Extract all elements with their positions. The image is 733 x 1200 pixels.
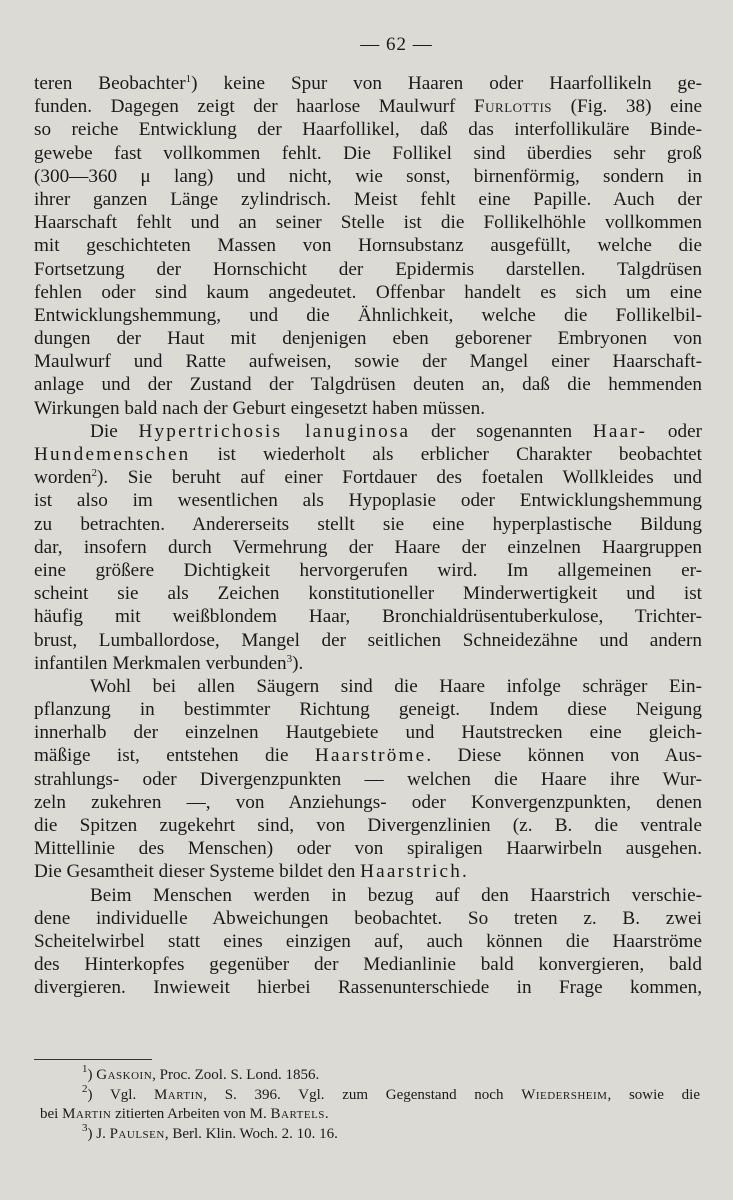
text-line xyxy=(34,953,702,976)
text-run: funden. Dagegen zeigt der haarlose Maulwurf xyxy=(34,96,474,118)
text-line xyxy=(34,629,702,652)
text-run: pflanzung in bestimmter Richtung geneigt. Indem diese Neigung xyxy=(34,699,702,721)
text-line xyxy=(34,559,702,582)
text-run: infantilen Merkmalen verbunden xyxy=(34,652,287,674)
text-line xyxy=(34,373,702,396)
text-run: ) J. xyxy=(87,1125,110,1142)
text-line xyxy=(34,698,702,721)
text-run: divergieren. Inwieweit hierbei Rassenunterschiede in Frage kommen, xyxy=(34,977,702,999)
text-run: so reiche Entwicklung der Haarfollikel, daß das interfollikuläre Binde- xyxy=(34,119,702,141)
text-run: ). xyxy=(292,652,304,674)
text-line xyxy=(34,930,702,953)
author-name: Wiedersheim xyxy=(521,1086,608,1103)
text-run: bei xyxy=(40,1106,63,1122)
text-run: ist wiederholt als erblicher Charakter beobachtet xyxy=(190,444,702,465)
text-run: eine größere Dichtigkeit hervorgerufen wird. Im allgemeinen er- xyxy=(34,559,702,581)
text-line xyxy=(34,907,702,930)
text-line xyxy=(34,513,702,536)
footnote-line xyxy=(40,1121,700,1145)
text-run: häufig mit weißblondem Haar, Bronchialdrüsentuberkulose, Trichter- xyxy=(34,606,702,628)
text-run: ) Vgl. xyxy=(87,1086,154,1103)
text-run: scheint sie als Zeichen konstitutioneller Minderwertigkeit und ist xyxy=(34,583,702,605)
text-run: des Hinterkopfes gegenüber der Medianlinie bald konvergieren, bald xyxy=(34,954,702,976)
spaced-term: Haar- xyxy=(592,420,648,442)
text-run: fehlen oder sind kaum angedeutet. Offenbar handelt es sich um eine xyxy=(34,281,702,303)
text-line xyxy=(34,397,702,420)
text-line xyxy=(34,443,702,466)
text-line xyxy=(34,860,702,883)
text-run: Scheitelwirbel statt eines einzigen auf, auch können die Haarströme xyxy=(34,930,702,952)
text-run: dene individuelle Abweichungen beobachtet. So treten z. B. zwei xyxy=(34,907,702,929)
footnote-line xyxy=(40,1082,700,1106)
spaced-term: Haarstrich xyxy=(360,861,463,883)
text-run: ist also im wesentlichen als Hypoplasie oder Entwicklungshemmung xyxy=(34,490,702,512)
text-run: strahlungs- oder Divergenzpunkten — welchen die Haare ihre Wur- xyxy=(34,768,702,790)
text-run: anlage und der Zustand der Talgdrüsen deuten an, daß die hemmenden xyxy=(34,374,702,396)
author-name: Martin xyxy=(153,1086,204,1103)
text-run: , S. 396. Vgl. zum Gegenstand noch xyxy=(203,1086,522,1103)
text-line xyxy=(34,72,702,95)
text-line xyxy=(34,142,702,165)
text-run: , Proc. Zool. S. Lond. 1856. xyxy=(152,1067,320,1083)
text-line xyxy=(34,258,702,281)
body-text xyxy=(34,72,702,1000)
footnotes xyxy=(40,1063,700,1144)
text-run: ihrer ganzen Länge zylindrisch. Meist fehlt eine Papille. Auch der xyxy=(34,188,702,210)
footnote-marker: 1 xyxy=(82,1063,88,1075)
text-line xyxy=(34,420,702,443)
footnote-marker: 2 xyxy=(82,1082,88,1095)
text-run: brust, Lumballordose, Mangel der seitlichen Schneidezähne und andern xyxy=(34,629,702,651)
text-line xyxy=(34,652,702,675)
text-run: (Fig. 38) eine xyxy=(552,96,702,118)
text-run: mäßige ist, entstehen die xyxy=(34,745,315,767)
text-line xyxy=(34,211,702,234)
text-line xyxy=(34,536,702,559)
text-run: Die xyxy=(90,420,139,442)
text-line xyxy=(34,976,702,999)
author-name: Furlottis xyxy=(474,96,553,118)
text-run: worden xyxy=(34,467,92,489)
text-run: . Diese können von Aus- xyxy=(426,745,702,767)
text-line xyxy=(34,234,702,257)
text-run: mit geschichteten Massen von Hornsubstanz ausgefüllt, welche die xyxy=(34,235,702,257)
text-run: Mittellinie des Menschen) oder von spiraligen Haarwirbeln ausgehen. xyxy=(34,838,702,860)
text-line xyxy=(34,605,702,628)
text-run: ) keine Spur von Haaren oder Haarfollikeln ge- xyxy=(191,73,702,94)
text-line xyxy=(34,791,702,814)
author-name: Martin xyxy=(62,1106,112,1122)
text-line xyxy=(34,489,702,512)
text-line xyxy=(34,884,702,907)
text-line xyxy=(34,281,702,304)
text-run: . xyxy=(462,861,467,883)
text-run: Beim Menschen werden in bezug auf den Haarstrich verschie- xyxy=(90,884,702,906)
footnote-line xyxy=(40,1105,700,1125)
footnote-marker: 3 xyxy=(82,1121,88,1134)
text-line xyxy=(34,350,702,373)
text-run: innerhalb der einzelnen Hautgebiete und Hautstrecken eine gleich- xyxy=(34,722,702,744)
author-name: Bartels xyxy=(270,1106,325,1122)
spaced-term: Hundemenschen xyxy=(34,444,191,465)
text-line xyxy=(34,118,702,141)
author-name: Paulsen xyxy=(109,1125,165,1142)
text-run: Haarschaft fehlt und an seiner Stelle ist die Follikelhöhle vollkommen xyxy=(34,212,702,234)
text-run: dungen der Haut mit denjenigen eben geborener Embryonen von xyxy=(34,328,702,350)
text-run: Die Gesamtheit dieser Systeme bildet den xyxy=(34,861,361,883)
text-line xyxy=(34,327,702,350)
spaced-term: Haarströme xyxy=(314,745,427,767)
text-line xyxy=(34,768,702,791)
text-line xyxy=(34,95,702,118)
text-run: Entwicklungshemmung, und die Ähnlichkeit, welche die Follikelbil- xyxy=(34,304,702,326)
text-run: (300—360 μ lang) und nicht, wie sonst, birnenförmig, sondern in xyxy=(34,165,702,187)
text-line xyxy=(34,188,702,211)
text-line xyxy=(34,582,702,605)
text-line xyxy=(34,837,702,860)
text-run: zeln zukehren —, von Anziehungs- oder Konvergenzpunkten, denen xyxy=(34,791,702,813)
text-line xyxy=(34,721,702,744)
text-run: gewebe fast vollkommen fehlt. Die Follikel sind überdies sehr groß xyxy=(34,142,702,164)
text-run: zu betrachten. Andererseits stellt sie eine hyperplastische Bildung xyxy=(34,513,702,535)
text-run: ) xyxy=(87,1067,97,1083)
text-run: Maulwurf und Ratte aufweisen, sowie der Mangel einer Haarschaft- xyxy=(34,351,702,373)
text-run: . xyxy=(324,1106,329,1122)
text-run: , sowie die xyxy=(607,1086,700,1103)
author-name: Gaskoin xyxy=(96,1067,153,1083)
footnote-marker: 2 xyxy=(91,467,98,480)
text-line xyxy=(34,466,702,489)
text-run: Wirkungen bald nach der Geburt eingesetzt haben müssen. xyxy=(34,397,486,419)
footnote-marker: 3 xyxy=(286,652,293,665)
text-run: dar, insofern durch Vermehrung der Haare der einzelnen Haargruppen xyxy=(34,536,702,558)
text-line xyxy=(34,744,702,767)
text-run: die Spitzen zugekehrt sind, von Divergenzlinien (z. B. die ventrale xyxy=(34,815,702,836)
text-run: Fortsetzung der Hornschicht der Epidermis darstellen. Talgdrüsen xyxy=(34,258,702,280)
text-run: ). Sie beruht auf einer Fortdauer des foetalen Wollkleides und xyxy=(97,467,702,489)
text-run: oder xyxy=(647,420,702,442)
spaced-term: Hypertrichosis lanuginosa xyxy=(138,420,411,442)
text-run: der sogenannten xyxy=(410,420,593,442)
text-line xyxy=(34,165,702,188)
text-run: Wohl bei allen Säugern sind die Haare infolge schräger Ein- xyxy=(90,675,702,697)
page-number: — 62 — xyxy=(360,34,433,55)
footnote-marker: 1 xyxy=(185,73,192,85)
text-run: , Berl. Klin. Woch. 2. 10. 16. xyxy=(164,1125,338,1142)
footnote-divider xyxy=(34,1059,152,1060)
text-line xyxy=(34,675,702,698)
text-run: teren Beobachter xyxy=(34,73,186,94)
footnote-line xyxy=(40,1063,700,1086)
text-run: zitierten Arbeiten von M. xyxy=(111,1106,271,1122)
text-line xyxy=(34,304,702,327)
text-line xyxy=(34,814,702,837)
